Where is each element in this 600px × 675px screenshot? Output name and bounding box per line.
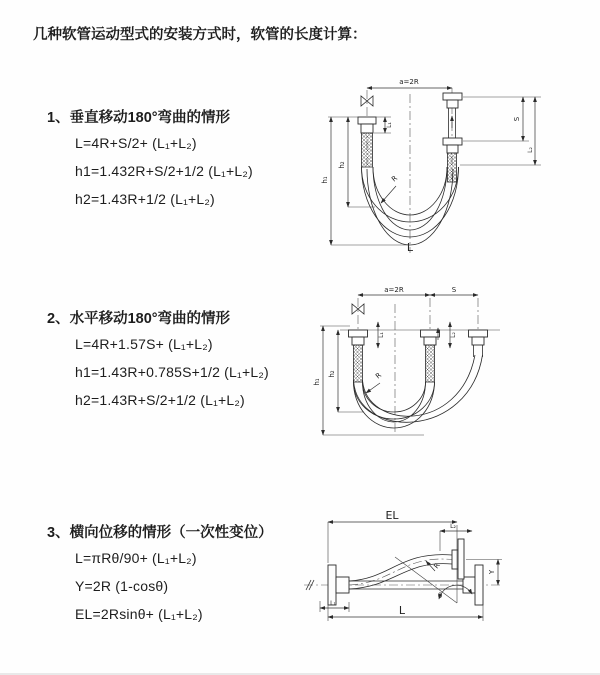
dim-label-h2: h₂ xyxy=(338,161,346,169)
section1-formula-h2: h2=1.43R+1/2 (L₁+L₂) xyxy=(75,191,215,207)
dim-label-h1: h₁ xyxy=(313,378,321,386)
dimension-a2r-s xyxy=(358,286,478,295)
dim-label-s: S xyxy=(451,286,457,294)
dim-label-l2: L₂ xyxy=(527,147,534,153)
left-flange xyxy=(328,565,349,605)
hose-u-bend xyxy=(354,355,483,428)
dimension-l2 xyxy=(450,322,457,348)
section3-formula-Y: Y=2R (1-cosθ) xyxy=(75,578,169,594)
dim-label-l: L xyxy=(398,604,406,617)
dim-label-l: L xyxy=(406,241,414,254)
left-leg xyxy=(358,117,376,167)
dim-label-r: R xyxy=(374,371,384,381)
diagram-vertical-180-bend xyxy=(315,70,585,260)
dimension-l1 xyxy=(374,117,393,133)
dimension-s-l2 xyxy=(460,97,541,165)
dimension-l1 xyxy=(378,322,385,348)
right-leg xyxy=(443,93,462,182)
section3-formula-EL: EL=2Rsinθ+ (L₁+L₂) xyxy=(75,606,203,622)
dim-label-h1: h₁ xyxy=(321,176,329,184)
dim-label-l2: L₂ xyxy=(450,523,456,530)
centerlines xyxy=(367,88,452,253)
dim-label-a2r: a=2R xyxy=(399,78,419,86)
dimension-a2r xyxy=(367,78,452,88)
section2-formula-h1: h1=1.43R+0.785S+1/2 (L₁+L₂) xyxy=(75,364,269,380)
dim-label-theta: θ xyxy=(437,592,443,600)
diagram-horizontal-180-bend xyxy=(312,282,598,450)
dim-label-r: R xyxy=(390,174,400,184)
section2-formula-L: L=4R+1.57S+ (L₁+L₂) xyxy=(75,336,213,352)
dim-label-l1: L₁ xyxy=(386,122,393,128)
dimension-l1 xyxy=(320,600,349,612)
dim-label-a2r: a=2R xyxy=(384,286,404,294)
right-leg xyxy=(469,330,488,357)
section2-heading: 2、水平移动180°弯曲的情形 xyxy=(47,311,231,327)
section1-formula-L: L=4R+S/2+ (L₁+L₂) xyxy=(75,135,197,151)
dim-label-el: EL xyxy=(385,509,399,522)
dimension-l xyxy=(328,604,483,621)
section3-heading: 3、横向位移的情形（一次性变位） xyxy=(47,525,273,541)
dim-label-y: Y xyxy=(488,569,496,575)
dim-label-r: R xyxy=(432,561,442,571)
dim-label-l1: L₁ xyxy=(378,332,385,338)
dimension-l2 xyxy=(440,523,472,551)
section1-formula-h1: h1=1.432R+S/2+1/2 (L₁+L₂) xyxy=(75,163,253,179)
diagram-lateral-displacement xyxy=(300,505,600,655)
left-leg xyxy=(349,330,368,382)
radius-callout xyxy=(381,174,399,203)
radius-callout xyxy=(426,561,442,571)
page-title: 几种软管运动型式的安装方式时，软管的长度计算： xyxy=(33,27,367,43)
right-flange-original xyxy=(463,565,483,605)
dim-label-s: S xyxy=(513,116,521,122)
hose-displaced-position xyxy=(349,555,452,589)
section1-heading: 1、垂直移动180°弯曲的情形 xyxy=(47,110,231,126)
right-flange-displaced xyxy=(452,539,464,579)
dim-label-h2: h₂ xyxy=(328,370,336,378)
middle-leg xyxy=(421,328,440,382)
dim-label-l2: L₂ xyxy=(450,332,457,338)
dim-label-l1: L₁ xyxy=(330,600,336,607)
section3-formula-L: L=πRθ/90+ (L₁+L₂) xyxy=(75,550,197,566)
radius-callout xyxy=(366,371,383,393)
section2-formula-h2: h2=1.43R+S/2+1/2 (L₁+L₂) xyxy=(75,392,245,408)
